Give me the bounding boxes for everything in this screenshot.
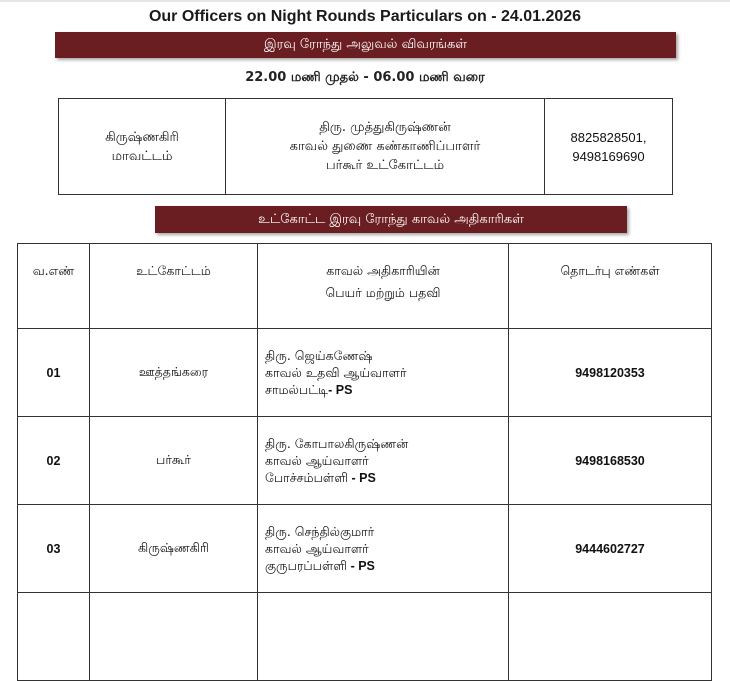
row-subdivision: ஊத்தங்கரை (90, 329, 258, 417)
row-phone: 9444602727 (509, 505, 712, 593)
dsp-phone-1: 8825828501, (570, 129, 647, 145)
row-officer-empty (258, 593, 509, 681)
district-line2: மாவட்டம் (111, 148, 173, 164)
banner-night-rounds-text: இரவு ரோந்து அலுவல் விவரங்கள் (263, 37, 467, 52)
row-officer (258, 329, 509, 417)
station-name: போச்சம்பள்ளி (265, 469, 349, 485)
banner-subdivision-officers-text: உட்கோட்ட இரவு ரோந்து காவல் அதிகாரிகள் (258, 211, 524, 227)
district-line1: கிருஷ்ணகிரி (105, 129, 179, 145)
row-subdivision: கிருஷ்ணகிரி (90, 505, 258, 593)
officer-station (265, 469, 508, 487)
dsp-subdivision: பர்கூர் உட்கோட்டம் (325, 158, 445, 173)
page-title: Our Officers on Night Rounds Particulars on - 24.01.2026 (148, 8, 582, 25)
row-subdivision-empty (90, 593, 258, 681)
row-sno-empty (18, 593, 90, 681)
dsp-rank: காவல் துணை கண்காணிப்பாளர் (289, 139, 481, 154)
station-name: குருபரப்பள்ளி (265, 557, 348, 573)
district-officer-row (59, 99, 673, 195)
officers-table (17, 243, 712, 681)
officer-name: திரு. செந்தில்குமார் (265, 523, 375, 539)
row-phone: 9498120353 (509, 329, 712, 417)
row-officer (258, 505, 509, 593)
header-contact: தொடர்பு எண்கள் (509, 244, 712, 329)
banner-night-rounds (55, 32, 676, 58)
table-row-partial (18, 593, 712, 681)
district-cell (59, 99, 226, 195)
row-phone: 9498168530 (509, 417, 712, 505)
timing-text: 22.00 மணி முதல் - 06.00 மணி வரை (245, 70, 485, 85)
table-row (18, 329, 712, 417)
table-row (18, 417, 712, 505)
header-subdivision: உட்கோட்டம் (90, 244, 258, 329)
header-officer (258, 244, 509, 329)
dsp-phone-cell (545, 99, 673, 195)
row-sno: 01 (18, 329, 90, 417)
station-suffix: - PS (347, 558, 375, 573)
district-officer-table (58, 98, 673, 195)
dsp-officer-cell (226, 99, 545, 195)
officer-station (265, 557, 508, 575)
header-sno: வ.எண் (18, 244, 90, 329)
row-subdivision: பர்கூர் (90, 417, 258, 505)
table-header-row (18, 244, 712, 329)
table-row (18, 505, 712, 593)
officer-station (265, 381, 508, 399)
officer-rank: காவல் உதவி ஆய்வாளர் (265, 364, 407, 380)
officer-name: திரு. ஜெய்கணேஷ் (265, 347, 373, 363)
header-officer-line1: காவல் அதிகாரியின் (326, 263, 440, 278)
station-suffix: - PS (328, 382, 353, 397)
station-suffix: - PS (348, 470, 376, 485)
officer-rank: காவல் ஆய்வாளர் (265, 540, 369, 556)
row-sno: 03 (18, 505, 90, 593)
row-sno: 02 (18, 417, 90, 505)
banner-subdivision-officers (155, 206, 627, 233)
officer-rank: காவல் ஆய்வாளர் (265, 452, 369, 468)
station-name: சாமல்பட்டி (265, 381, 329, 397)
row-officer (258, 417, 509, 505)
header-officer-line2: பெயர் மற்றும் பதவி (325, 285, 441, 300)
row-phone-empty (509, 593, 712, 681)
dsp-phone-2: 9498169690 (572, 148, 645, 164)
dsp-name: திரு. முத்துகிருஷ்ணன் (319, 120, 451, 135)
top-border (0, 0, 730, 2)
officer-name: திரு. கோபாலகிருஷ்ணன் (265, 435, 409, 451)
